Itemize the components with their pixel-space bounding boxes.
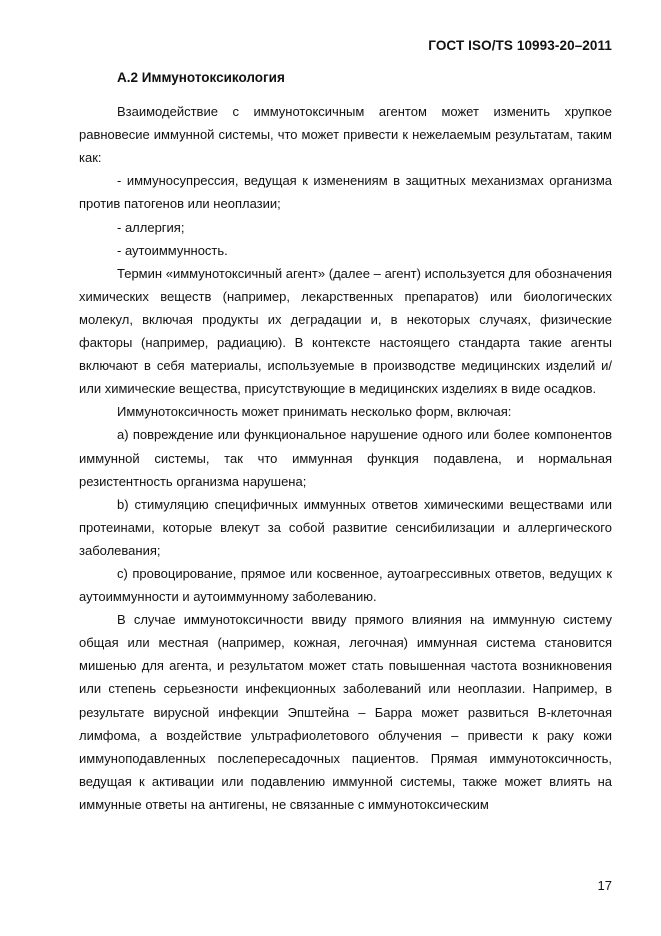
list-item-b: b) стимуляцию специфичных иммунных ответов химическими веществами или протеинами, которые влекут за собой развитие сенсибилизации и аллергического заболевания; <box>79 496 612 558</box>
paragraph-intro: Взаимодействие с иммунотоксичным агентом может изменить хрупкое равновесие иммунной системы, что может привести к нежелаемым результатам, таким как: <box>79 104 612 166</box>
paragraph-term-definition: Термин «иммунотоксичный агент» (далее – агент) используется для обозначения химических веществ (например, лекарственных препаратов) или биологических молекул, включая продукты их деградации и, в некоторых случаях, физические факторы (например, радиацию). В контексте настоящего стандарта такие агенты включают в себя материалы, используемые в производстве медицинских изделий и/или химические вещества, присутствующие в медицинских изделиях в виде осадков. <box>79 265 612 397</box>
list-item-c: c) провоцирование, прямое или косвенное, аутоагрессивных ответов, ведущих к аутоиммунности и аутоиммунному заболеванию. <box>79 565 612 605</box>
list-item-a: а) повреждение или функциональное нарушение одного или более компонентов иммунной системы, так что иммунная функция подавлена, и нормальная резистентность организма нарушена; <box>79 427 612 489</box>
document-header: ГОСТ ISO/TS 10993-20–2011 <box>428 38 612 53</box>
section-heading: А.2 Иммунотоксикология <box>117 70 285 85</box>
paragraph-forms-intro: Иммунотоксичность может принимать несколько форм, включая: <box>117 404 512 420</box>
list-item-autoimmunity: - аутоиммунность. <box>117 242 228 258</box>
list-item-immunosuppression: - иммуносупрессия, ведущая к изменениям в защитных механизмах организма против патогенов или неоплазии; <box>79 173 612 212</box>
list-item-allergy: - аллергия; <box>117 219 185 235</box>
page-body <box>79 66 612 816</box>
paragraph-direct-influence: В случае иммунотоксичности ввиду прямого влияния на иммунную систему общая или местная (например, кожная, легочная) иммунная система становится мишенью для агента, и результатом может стать повышенная частота возникновения или степень серьезности инфекционных заболеваний или неоплазии. Например, в результате вирусной инфекции Эпштейна – Барра может развиться В-клеточная лимфома, а воздействие ультрафиолетового облучения – привести к раку кожи иммуноподавленных послепересадочных пациентов. Прямая иммунотоксичность, ведущая к активации или подавлению иммунной системы, также может влиять на иммунные ответы на антигены, не связанные с иммунотоксическим <box>79 612 612 812</box>
page-number: 17 <box>597 878 612 893</box>
